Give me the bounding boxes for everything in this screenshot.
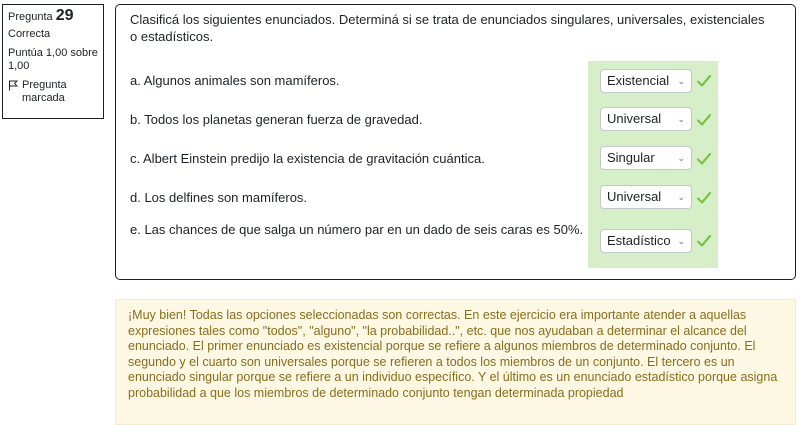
chevron-down-icon: ⌄: [677, 236, 685, 246]
check-icon: [696, 112, 712, 128]
chevron-down-icon: ⌄: [677, 76, 685, 86]
flag-label: Pregunta marcada: [22, 79, 67, 104]
flag-icon: [8, 80, 18, 91]
answer-select-a[interactable]: [600, 69, 692, 93]
chevron-down-icon: ⌄: [677, 114, 685, 124]
question-formulation: [115, 4, 796, 280]
check-icon: [696, 73, 712, 89]
flag-question-link[interactable]: [8, 79, 98, 105]
check-icon: [696, 151, 712, 167]
question-info: [2, 4, 104, 119]
question-number: [8, 9, 98, 24]
answer-select-c[interactable]: [600, 146, 692, 170]
statement-b: b. Todos los planetas generan fuerza de gravedad.: [130, 112, 423, 127]
question-text: Clasificá los siguientes enunciados. Determiná si se trata de enunciados singulares, universales, existenciales o estadísticos.: [130, 12, 765, 44]
answer-select-value: Universal: [607, 189, 662, 204]
statement-e: e. Las chances de que salga un número par en un dado de seis caras es 50%.: [130, 222, 584, 237]
answer-select-d[interactable]: [600, 185, 692, 209]
statement-c: c. Albert Einstein predijo la existencia de gravitación cuántica.: [130, 151, 485, 166]
answer-select-value: Universal: [607, 111, 662, 126]
question-number-value: 29: [55, 7, 74, 24]
chevron-down-icon: ⌄: [677, 153, 685, 163]
general-feedback: ¡Muy bien! Todas las opciones seleccionadas son correctas. En este ejercicio era importante atender a aquellas expresiones tales como "todos", "alguno", "la probabilidad..", etc. que nos ayudaban a determinar el alcance del enunciado. El primer enunciado es existencial porque se refiere a algunos miembros de determinado conjunto. El segundo y el cuarto son universales porque se refieren a todos los miembros de un conjunto. El tercero es un enunciado singular porque se refiere a un individuo específico. Y el último es un enunciado estadístico porque asigna probabilidad a que los miembros de determinado conjunto tengan determinada propiedad: [115, 299, 796, 425]
answer-select-value: Estadístico: [607, 233, 671, 248]
answer-select-e[interactable]: [600, 229, 692, 253]
question-grade: Puntúa 1,00 sobre 1,00: [8, 47, 98, 72]
answer-select-value: Existencial: [607, 73, 670, 88]
answer-select-value: Singular: [607, 150, 655, 165]
answer-select-b[interactable]: [600, 107, 692, 131]
statement-a: a. Algunos animales son mamíferos.: [130, 73, 340, 88]
question-state: Correcta: [8, 28, 51, 40]
question-word: Pregunta: [8, 11, 53, 23]
chevron-down-icon: ⌄: [677, 192, 685, 202]
check-icon: [696, 233, 712, 249]
statement-d: d. Los delfines son mamíferos.: [130, 190, 308, 205]
check-icon: [696, 190, 712, 206]
